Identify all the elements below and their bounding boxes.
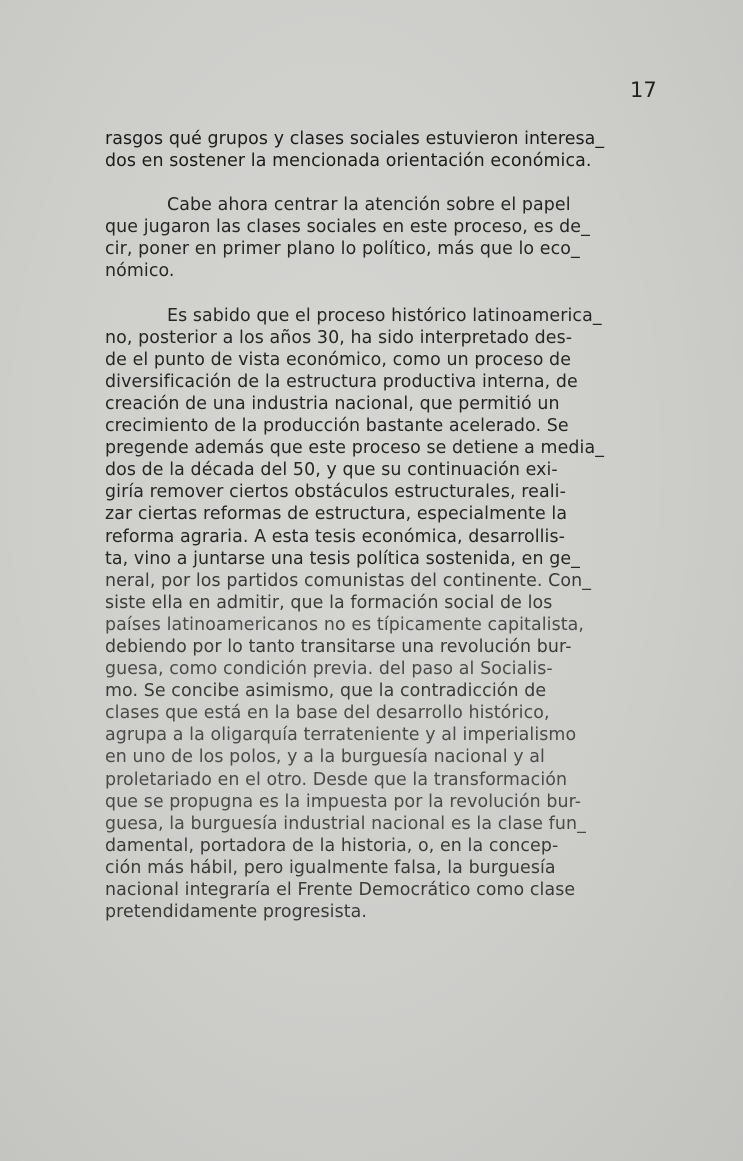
text-line: que se propugna es la impuesta por la revolución bur- [105,791,582,812]
text-line: neral, por los partidos comunistas del continente. Con_ [105,570,592,591]
body-text [105,128,650,923]
text-line: pretendidamente progresista. [105,902,368,923]
text-line: nómico. [105,261,175,282]
text-line: no, posterior a los años 30, ha sido interpretado des- [105,327,573,348]
page-number: 17 [630,78,657,102]
text-line: crecimiento de la producción bastante acelerado. Se [105,416,569,437]
text-line: zar ciertas reformas de estructura, especialmente la [105,504,568,525]
text-line: giría remover ciertos obstáculos estructurales, reali- [105,482,566,503]
text-line: creación de una industria nacional, que permitió un [105,393,560,414]
text-line: ción más hábil, pero igualmente falsa, la burguesía [105,857,556,878]
paragraph-2 [105,194,650,282]
text-line: debiendo por lo tanto transitarse una revolución bur- [105,636,572,657]
text-line: guesa, como condición previa. del paso al Socialis- [105,659,553,680]
paragraph-3 [105,305,650,924]
text-line: rasgos qué grupos y clases sociales estuvieron interesa_ [105,129,605,149]
text-line: Es sabido que el proceso histórico latinoamerica_ [167,305,602,326]
text-line: pregende además que este proceso se detiene a media_ [105,438,605,459]
text-line: cir, poner en primer plano lo político, más que lo eco_ [105,239,580,260]
text-line: en uno de los polos, y a la burguesía nacional y al [105,747,545,768]
text-line: damental, portadora de la historia, o, en la concep- [105,835,559,856]
text-line: proletariado en el otro. Desde que la transformación [105,769,568,790]
text-line: dos de la década del 50, y que su continuación exi- [105,460,558,481]
text-line: agrupa a la oligarquía terrateniente y al imperialismo [105,725,577,746]
text-line: clases que está en la base del desarrollo histórico, [105,703,550,724]
text-line: guesa, la burguesía industrial nacional es la clase fun_ [105,813,586,834]
paragraph-1 [105,128,650,172]
text-line: países latinoamericanos no es típicamente capitalista, [105,614,585,635]
text-line: nacional integraría el Frente Democrático como clase [105,880,576,900]
text-line: mo. Se concibe asimismo, que la contradicción de [105,681,547,702]
text-line: reforma agraria. A esta tesis económica, desarrollis- [105,526,566,547]
text-line: Cabe ahora centrar la atención sobre el papel [167,195,571,216]
text-line: diversificación de la estructura productiva interna, de [105,371,578,392]
text-line: siste ella en admitir, que la formación social de los [105,592,553,613]
text-line: de el punto de vista económico, como un proceso de [105,349,571,370]
text-line: ta, vino a juntarse una tesis política sostenida, en ge_ [105,548,580,569]
text-line: dos en sostener la mencionada orientación económica. [105,151,592,172]
text-line: que jugaron las clases sociales en este proceso, es de_ [105,217,590,238]
